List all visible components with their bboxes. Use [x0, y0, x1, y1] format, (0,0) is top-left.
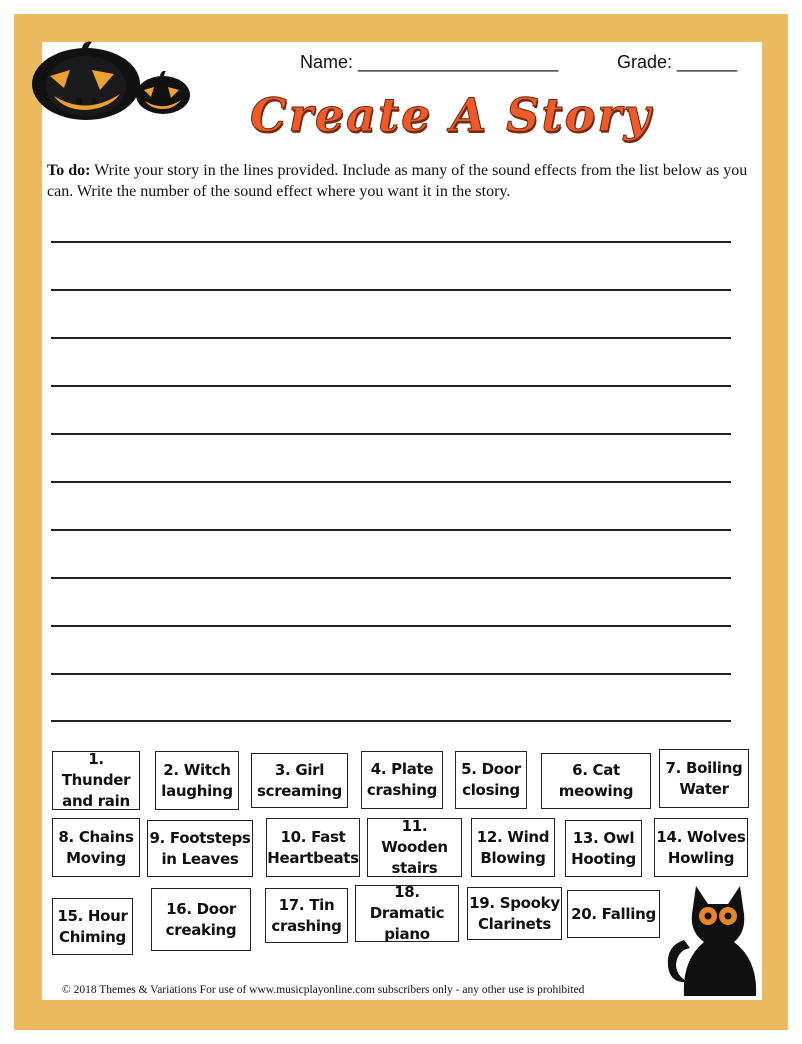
sound-effect-box: 19. Spooky Clarinets: [467, 887, 562, 940]
grade-field[interactable]: Grade: ______: [617, 52, 738, 72]
jack-o-lantern-icon: [30, 40, 142, 120]
sound-effect-box: 7. Boiling Water: [659, 749, 749, 808]
writing-line[interactable]: [51, 673, 731, 675]
instructions-text: Write your story in the lines provided. Include as many of the sound effects from the list below as you can. Write the number of the sound effect where you want it in the story.: [47, 162, 748, 200]
writing-line[interactable]: [51, 481, 731, 483]
sound-effect-box: 6. Cat meowing: [541, 753, 651, 809]
name-field[interactable]: Name: ____________________: [300, 52, 559, 72]
sound-effect-box: 20. Falling: [567, 890, 660, 938]
sound-effect-box: 10. Fast Heartbeats: [266, 818, 360, 877]
copyright-footer: © 2018 Themes & Variations For use of www.musicplayonline.com subscribers only - any other use is prohibited: [62, 984, 585, 996]
instructions: [47, 160, 757, 202]
sound-effect-box: 11. Wooden stairs: [367, 818, 462, 877]
writing-line[interactable]: [51, 337, 731, 339]
writing-line[interactable]: [51, 241, 731, 243]
page-title: Create A Story: [250, 88, 653, 142]
writing-line[interactable]: [51, 385, 731, 387]
sound-effect-box: 14. Wolves Howling: [654, 818, 748, 877]
sound-effect-box: 3. Girl screaming: [251, 753, 348, 808]
sound-effect-box: 5. Door closing: [455, 751, 527, 809]
sound-effect-box: 17. Tin crashing: [265, 888, 348, 943]
sound-effect-box: 16. Door creaking: [151, 888, 251, 951]
sound-effect-box: 1. Thunder and rain: [52, 751, 140, 810]
sound-effect-box: 2. Witch laughing: [155, 751, 239, 810]
sound-effect-box: 9. Footsteps in Leaves: [147, 820, 253, 877]
writing-line[interactable]: [51, 720, 731, 722]
sound-effect-box: 15. Hour Chiming: [52, 898, 133, 955]
sound-effect-box: 12. Wind Blowing: [471, 818, 555, 877]
writing-line[interactable]: [51, 529, 731, 531]
writing-line[interactable]: [51, 433, 731, 435]
jack-o-lantern-icon: [134, 70, 192, 116]
writing-line[interactable]: [51, 577, 731, 579]
sound-effect-box: 4. Plate crashing: [361, 751, 443, 809]
instructions-lead: To do:: [47, 162, 91, 179]
sound-effect-box: 18. Dramatic piano: [355, 885, 459, 942]
writing-line[interactable]: [51, 625, 731, 627]
writing-line[interactable]: [51, 289, 731, 291]
sound-effect-box: 8. Chains Moving: [52, 818, 140, 877]
black-cat-icon: [662, 880, 772, 1002]
sound-effect-box: 13. Owl Hooting: [565, 820, 642, 877]
